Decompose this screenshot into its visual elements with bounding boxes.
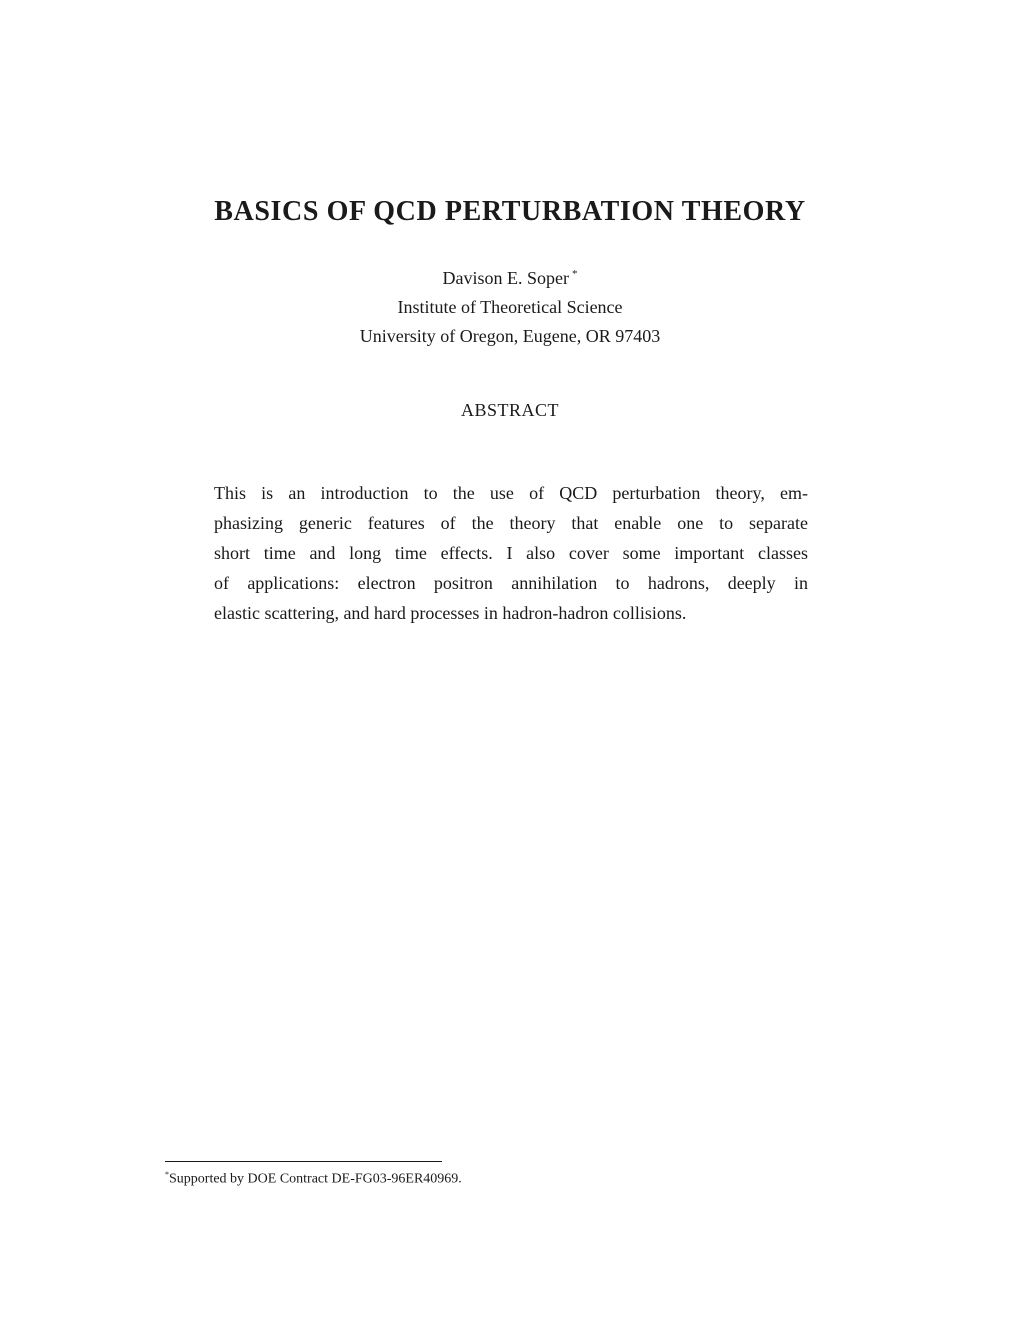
abstract-line: elastic scattering, and hard processes in hadron-hadron collisions. (214, 603, 687, 623)
author-affiliation: University of Oregon, Eugene, OR 97403 (359, 326, 661, 346)
abstract-body (214, 478, 808, 628)
abstract-heading: ABSTRACT (460, 400, 560, 420)
abstract-line: phasizing generic features of the theory that enable one to separate (214, 513, 808, 533)
abstract-line: This is an introduction to the use of QCD perturbation theory, em- (214, 483, 808, 503)
author-institute: Institute of Theoretical Science (397, 297, 623, 317)
paper-title: BASICS OF QCD PERTURBATION THEORY (214, 196, 806, 227)
footnote-marker: * (165, 1170, 169, 1179)
footnote (165, 1170, 462, 1188)
abstract-line: of applications: electron positron annihilation to hadrons, deeply in (214, 573, 808, 593)
abstract-line: short time and long time effects. I also cover some important classes (214, 543, 808, 563)
author-name-line (0, 260, 1020, 293)
author-block (0, 260, 1020, 351)
author-name: Davison E. Soper (442, 268, 569, 288)
author-footnote-marker: * (571, 268, 578, 280)
footnote-text: Supported by DOE Contract DE-FG03-96ER40969. (169, 1171, 462, 1187)
footnote-rule (165, 1161, 442, 1162)
